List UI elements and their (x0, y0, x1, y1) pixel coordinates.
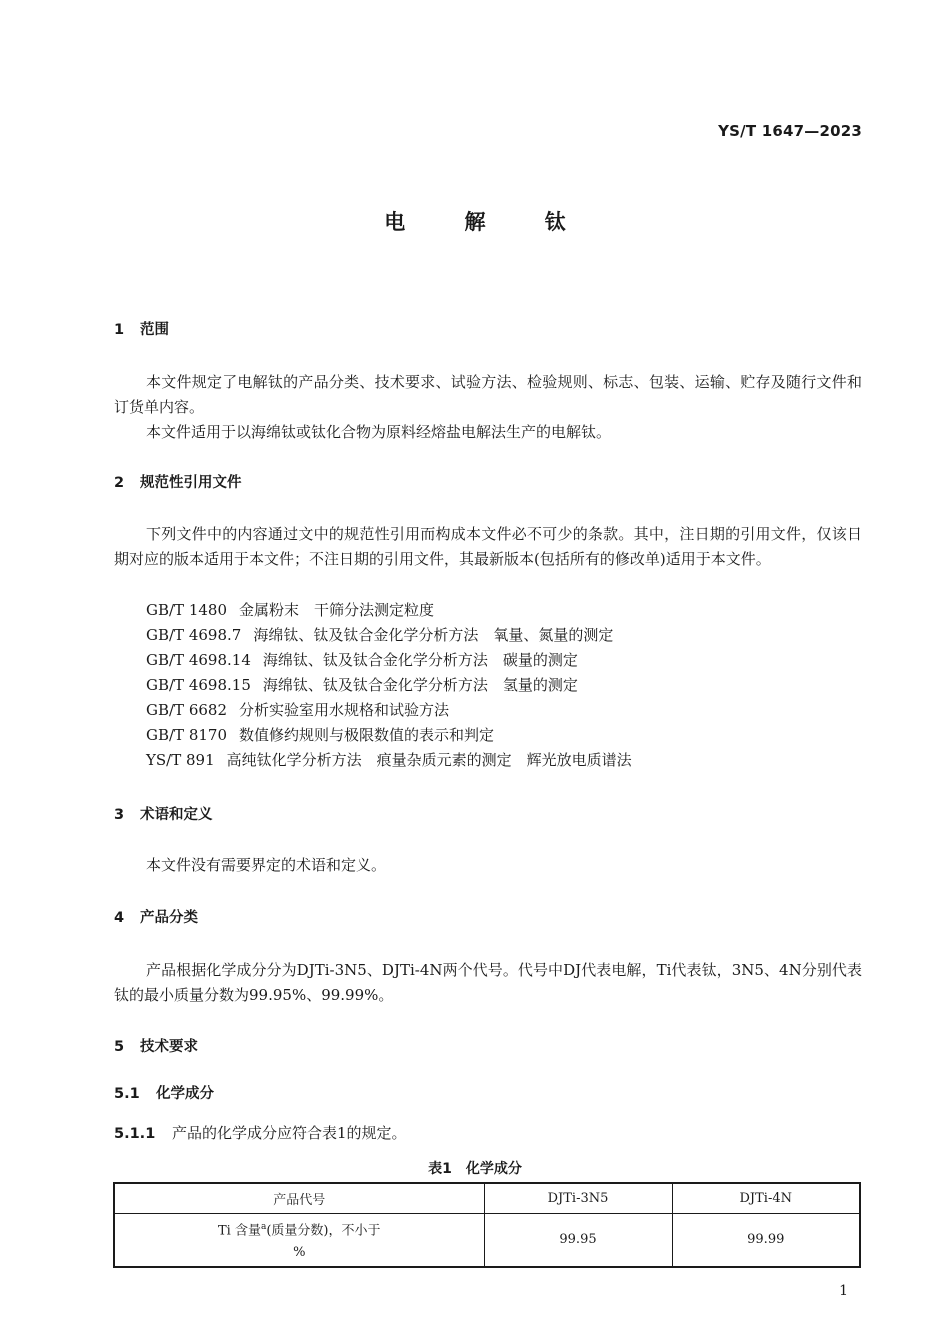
normative-reference (146, 674, 578, 695)
reference-title: 海绵钛、钛及钛合金化学分析方法 氢量的测定 (262, 676, 578, 694)
section-4-paragraph-1: 产品根据化学成分分为DJTi-3N5、DJTi-4N两个代号。代号中DJ代表电解，Ti代表钛，3N5、4N分别代表钛的最小质量分数为99.95%、99.99%。 (114, 961, 862, 1004)
section-number: 2 (114, 475, 125, 491)
reference-code: GB/T 6682 (146, 701, 228, 719)
table-header-cell: DJTi-3N5 (484, 1183, 672, 1213)
table-header-cell: DJTi-4N (672, 1183, 860, 1213)
section-4-heading (114, 906, 198, 927)
section-title: 术语和定义 (140, 807, 213, 823)
reference-code: YS/T 891 (146, 751, 215, 769)
reference-title: 高纯钛化学分析方法 痕量杂质元素的测定 辉光放电质谱法 (226, 751, 632, 769)
normative-reference (146, 649, 578, 670)
section-title: 化学成分 (156, 1086, 214, 1102)
table-caption: 表1 化学成分 (428, 1161, 522, 1177)
row-unit: % (293, 1244, 306, 1260)
chemical-composition-table (113, 1182, 861, 1268)
section-5-1-heading (114, 1082, 214, 1103)
section-1-paragraph-2: 本文件适用于以海绵钛或钛化合物为原料经熔盐电解法生产的电解钛。 (146, 423, 612, 441)
standard-code: YS/T 1647—2023 (718, 122, 862, 140)
section-5-1-1-clause (114, 1122, 407, 1143)
reference-title: 数值修约规则与极限数值的表示和判定 (239, 726, 495, 744)
section-3-paragraph-1: 本文件没有需要界定的术语和定义。 (146, 856, 387, 874)
normative-reference (146, 699, 449, 720)
section-number: 4 (114, 910, 125, 926)
reference-code: GB/T 1480 (146, 601, 228, 619)
section-number: 5.1.1 (114, 1126, 156, 1142)
section-1-heading (114, 318, 169, 339)
reference-code: GB/T 4698.7 (146, 626, 242, 644)
reference-code: GB/T 4698.14 (146, 651, 251, 669)
table-header-cell: 产品代号 (114, 1183, 484, 1213)
normative-reference (146, 599, 434, 620)
section-number: 5 (114, 1039, 125, 1055)
section-title: 技术要求 (140, 1039, 198, 1055)
section-title: 规范性引用文件 (140, 475, 242, 491)
section-1-paragraph-1: 本文件规定了电解钛的产品分类、技术要求、试验方法、检验规则、标志、包装、运输、贮存及随行文件和订货单内容。 (114, 373, 862, 416)
section-number: 1 (114, 322, 125, 338)
table-row (114, 1213, 860, 1267)
section-3-heading (114, 803, 213, 824)
row-label-rest: (质量分数)，不小于 (266, 1222, 381, 1238)
reference-title: 海绵钛、钛及钛合金化学分析方法 氧量、氮量的测定 (253, 626, 614, 644)
reference-title: 分析实验室用水规格和试验方法 (239, 701, 450, 719)
table-cell: 99.95 (484, 1213, 672, 1267)
reference-title: 金属粉末 干筛分法测定粒度 (239, 601, 435, 619)
section-2-paragraph-1: 下列文件中的内容通过文中的规范性引用而构成本文件必不可少的条款。其中，注日期的引用文件，仅该日期对应的版本适用于本文件；不注日期的引用文件，其最新版本(包括所有的修改单)适用于本文件。 (114, 525, 862, 568)
section-2-heading (114, 471, 242, 492)
row-label-main: Ti 含量 (218, 1222, 261, 1238)
normative-reference (146, 624, 613, 645)
document-title: 电 解 钛 (384, 210, 592, 234)
normative-reference (146, 749, 632, 770)
page-number: 1 (839, 1283, 848, 1299)
reference-code: GB/T 4698.15 (146, 676, 251, 694)
table-cell: 99.99 (672, 1213, 860, 1267)
section-number: 5.1 (114, 1086, 140, 1102)
reference-code: GB/T 8170 (146, 726, 228, 744)
section-title: 范围 (140, 322, 169, 338)
section-number: 3 (114, 807, 125, 823)
footnote-marker: a (260, 1221, 267, 1232)
clause-text: 产品的化学成分应符合表1的规定。 (172, 1124, 407, 1142)
reference-title: 海绵钛、钛及钛合金化学分析方法 碳量的测定 (262, 651, 578, 669)
normative-reference (146, 724, 494, 745)
row-label-cell (114, 1213, 484, 1267)
section-5-heading (114, 1035, 198, 1056)
table-header-row (114, 1183, 860, 1213)
section-title: 产品分类 (140, 910, 198, 926)
